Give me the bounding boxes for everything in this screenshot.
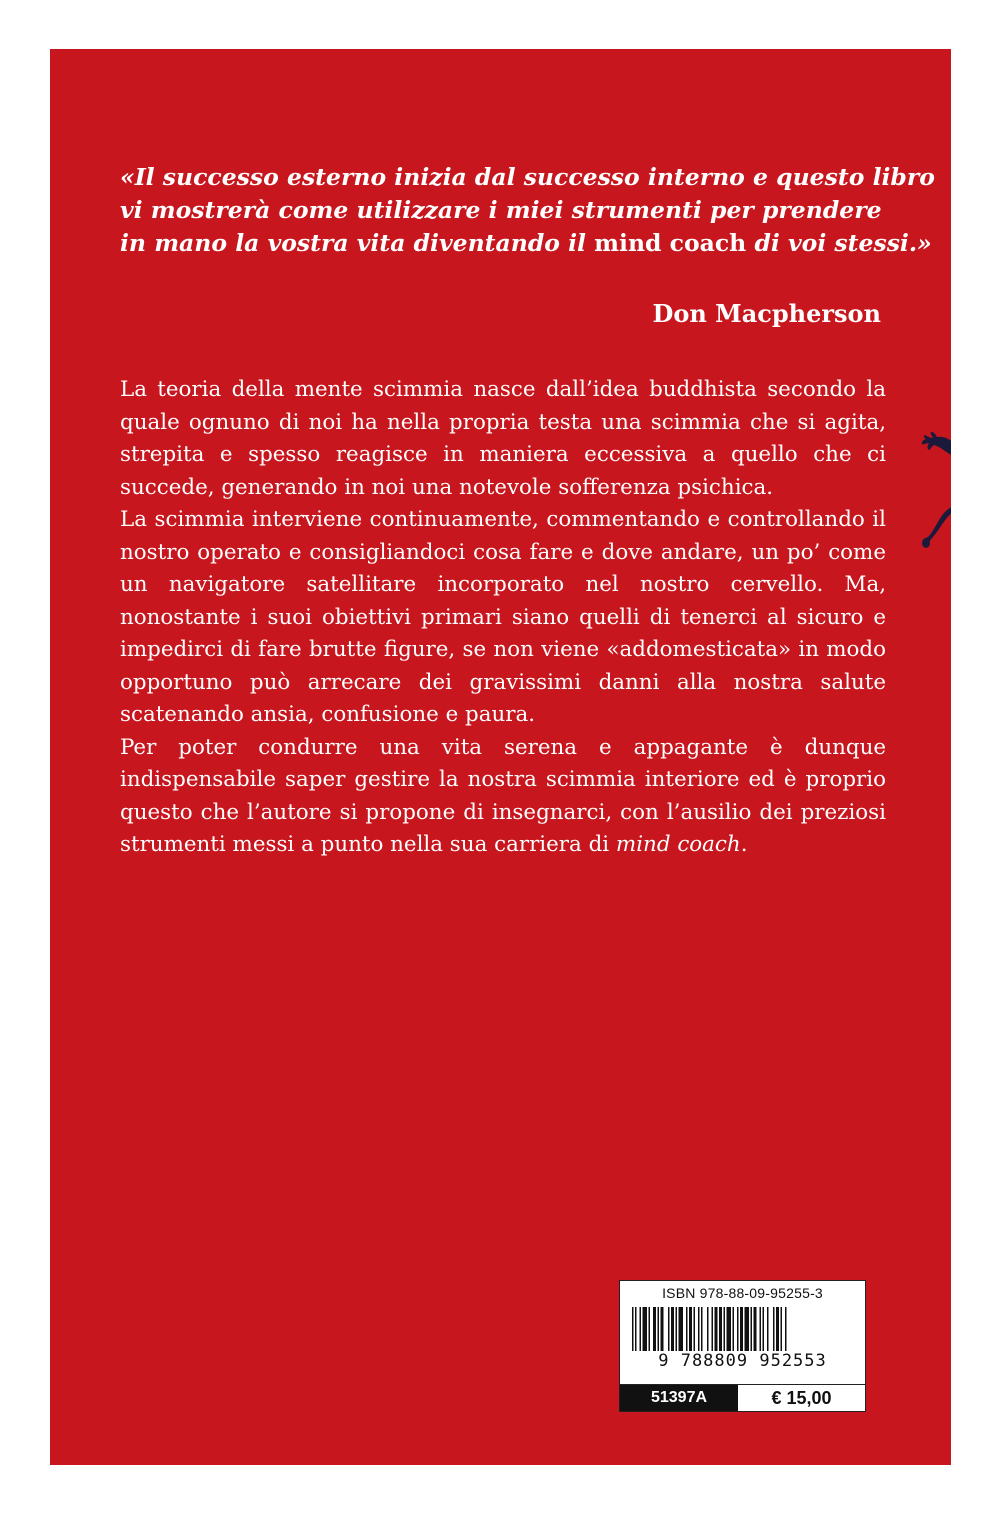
barcode-bar	[686, 1307, 688, 1351]
barcode-bar	[653, 1307, 656, 1351]
barcode-bar	[661, 1307, 664, 1351]
barcode-label	[619, 1280, 866, 1412]
blurb-paragraph: La scimmia interviene continuamente, commentando e controllando il nostro operato e consigliandoci cosa fare e dove andare, un po’ come un navigatore satellitare incorporato nel nostro cervello. Ma, nonostante i suoi obiettivi primari siano quelli di tenerci al sicuro e impedirci di fare brutte figure, se non viene «addomesticata» in modo opportuno può arrecare dei gravissimi danni alla nostra salute scatenando ansia, confusione e paura.	[120, 507, 886, 727]
barcode-bar	[701, 1307, 703, 1351]
blurb-paragraph	[120, 732, 886, 862]
barcode-bar	[785, 1307, 787, 1351]
quote-text: di voi stessi.»	[746, 229, 932, 257]
quote-emphasis: mind coach	[594, 229, 747, 257]
price: € 15,00	[771, 1387, 832, 1408]
barcode-bar	[635, 1307, 637, 1351]
barcode-bar	[679, 1307, 684, 1351]
barcode-bar	[733, 1307, 735, 1351]
barcode-bar	[719, 1307, 722, 1351]
barcode-bar	[640, 1307, 642, 1351]
barcode-bar	[632, 1307, 634, 1351]
blurb-text: .	[740, 832, 748, 857]
quote-text: in mano la vostra vita diventando il	[120, 229, 595, 257]
quote-line: «Il successo esterno inizia dal successo interno e questo libro	[120, 163, 935, 191]
quote-author: Don Macpherson	[652, 299, 881, 328]
author-quote	[120, 161, 935, 260]
barcode-bar	[649, 1307, 651, 1351]
barcode-bar	[745, 1307, 750, 1351]
barcode-bar	[671, 1307, 674, 1351]
barcode-bar	[712, 1307, 714, 1351]
barcode-bar	[724, 1307, 726, 1351]
isbn-text: ISBN 978-88-09-95255-3	[662, 1285, 823, 1301]
barcode-bar	[715, 1307, 718, 1351]
barcode-bar	[763, 1307, 765, 1351]
barcode-bar	[737, 1307, 739, 1351]
barcode-bar	[707, 1307, 709, 1351]
barcode-bar	[658, 1307, 660, 1351]
back-cover	[50, 49, 951, 1465]
barcode-bar	[781, 1307, 783, 1351]
blurb	[120, 374, 886, 862]
barcode-bar	[751, 1307, 753, 1351]
barcode-bar	[767, 1307, 769, 1351]
barcode-bar	[676, 1307, 678, 1351]
barcode-bar	[754, 1307, 757, 1351]
quote-line	[120, 227, 932, 260]
barcode-bar	[760, 1307, 762, 1351]
quote-line: vi mostrerà come utilizzare i miei strumenti per prendere	[120, 196, 882, 224]
barcode-bar	[740, 1307, 743, 1351]
product-code: 51397A	[620, 1385, 738, 1411]
barcode-bar	[698, 1307, 700, 1351]
barcode-bar	[727, 1307, 732, 1351]
blurb-text: Per poter condurre una vita serena e appagante è dunque indispensabile saper gestire la nostra scimmia interiore ed è proprio questo che l’autore si propone di insegnarci, con l’ausilio dei preziosi strumenti messi a punto nella sua carriera di	[120, 734, 886, 857]
barcode-bar	[773, 1307, 775, 1351]
barcode-footer	[620, 1384, 865, 1411]
barcode-bar	[694, 1307, 696, 1351]
barcode-digits: 9 788809 952553	[658, 1351, 827, 1371]
barcode-bar	[643, 1307, 648, 1351]
barcode-bar	[689, 1307, 692, 1351]
blurb-emphasis: mind coach	[615, 832, 741, 857]
barcode-bar	[776, 1307, 779, 1351]
barcode-bar	[668, 1307, 670, 1351]
barcode-icon	[632, 1307, 852, 1351]
monkey-silhouette-icon	[917, 424, 951, 564]
blurb-paragraph: La teoria della mente scimmia nasce dall’idea buddhista secondo la quale ognuno di noi ha nella propria testa una scimmia che si agita, strepita e spesso reagisce in maniera eccessiva a quello che ci succede, generando in noi una notevole sofferenza psichica.	[120, 377, 886, 500]
